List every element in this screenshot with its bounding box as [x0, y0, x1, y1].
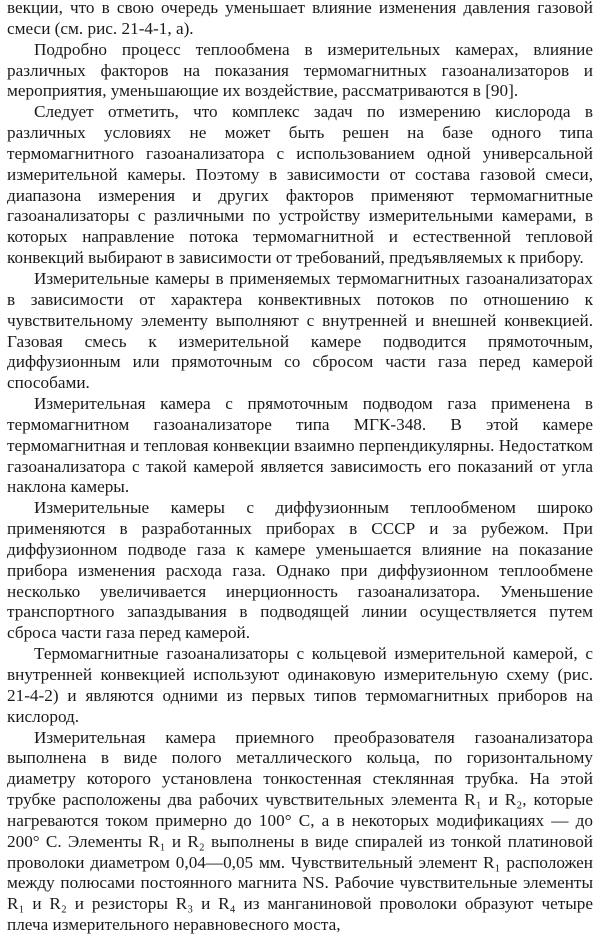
paragraph: Термомагнитные газоанализаторы с кольцевой измерительной камерой, с внутренней конвекцией используют одинаковую измерительную схему (рис. 21-4-2) и являются одними из первых типов термомагнитных приборов на кислород. [7, 644, 593, 726]
paragraph: Измерительная камера приемного преобразователя газоанализатора выполнена в виде полого металлического кольца, по горизонтальному диаметру которого установлена тонкостенная стеклянная трубка. На этой трубке расположены два рабочих чувствительных элемента R₁ и R₂, которые нагреваются током примерно до 100° C, а в некоторых модификациях — до 200° C. Элементы R₁ и R₂ выполнены в виде спиралей из тонкой платиновой проволоки диаметром 0,04—0,05 мм. Чувствительный элемент R₁ расположен между полюсами постоянного магнита NS. Рабочие чувствительные элементы R₁ и R₂ и резисторы R₃ и R₄ из манганиновой проволоки образуют четыре плеча измерительного неравновесного моста, [7, 727, 593, 935]
paragraph: Измерительные камеры в применяемых термомагнитных газоанализаторах в зависимости от характера конвективных потоков по отношению к чувствительному элементу выполняют с внутренней и внешней конвекцией. Газовая смесь к измерительной камере подводится прямоточным, диффузионным или прямоточным со сбросом части газа перед камерой способами. [7, 268, 593, 393]
paragraph: Измерительная камера с прямоточным подводом газа применена в термомагнитном газоанализаторе типа МГК-348. В этой камере термомагнитная и тепловая конвекции взаимно перпендикулярны. Недостатком газоанализатора с такой камерой является зависимость его показаний от угла наклона камеры. [7, 394, 593, 497]
paragraph: Подробно процесс теплообмена в измерительных камерах, влияние различных факторов на показания термомагнитных газоанализаторов и мероприятия, уменьшающие их воздействие, рассматриваются в [90]. [7, 39, 593, 101]
paragraph-continuation: векции, что в свою очередь уменьшает влияние изменения давления газовой смеси (см. рис. 21-4-1, а). [7, 0, 593, 38]
paragraph: Измерительные камеры с диффузионным теплообменом широко применяются в разработанных приборах в СССР и за рубежом. При диффузионном подводе газа к камере уменьшается влияние на показание прибора изменения расхода газа. Однако при диффузионном теплообмене несколько увеличивается инерционность газоанализатора. Уменьшение транспортного запаздывания в подводящей линии осуществляется путем сброса части газа перед камерой. [7, 498, 593, 643]
document-page [7, 0, 593, 936]
paragraph: Следует отметить, что комплекс задач по измерению кислорода в различных условиях не может быть решен на базе одного типа термомагнитного газоанализатора с использованием одной универсальной измерительной камеры. Поэтому в зависимости от состава газовой смеси, диапазона измерения и других факторов применяют термомагнитные газоанализаторы с различными по устройству измерительными камерами, в которых направление потока термомагнитной и естественной тепловой конвекций выбирают в зависимости от требований, предъявляемых к прибору. [7, 102, 593, 268]
